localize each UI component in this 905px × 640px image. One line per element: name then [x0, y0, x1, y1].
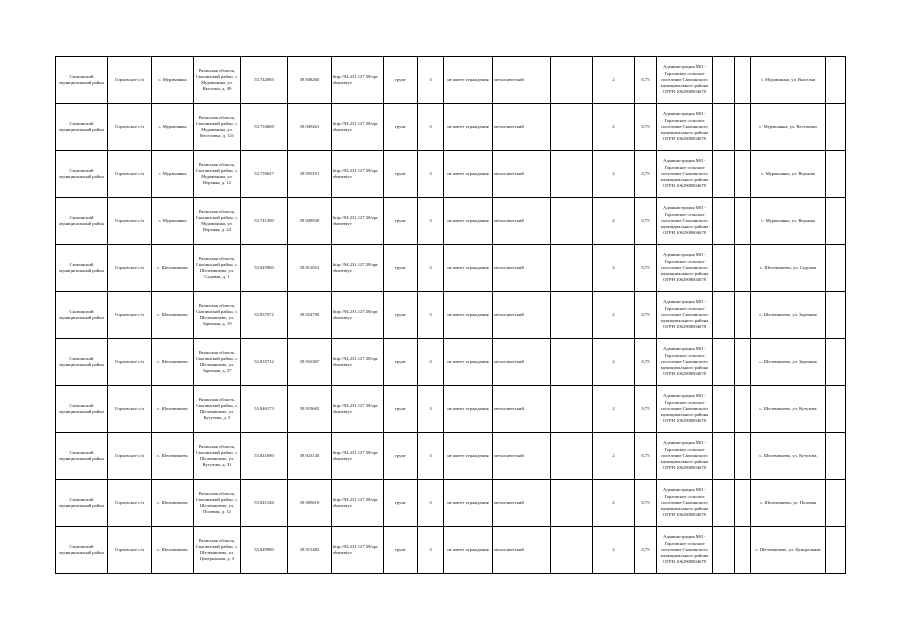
table-row	[56, 386, 846, 433]
cell-containers: 2	[593, 198, 635, 245]
cell-count: 3	[418, 198, 444, 245]
cell-count: 3	[418, 480, 444, 527]
cell-lon: 39.913482	[288, 527, 332, 574]
cell-cover: не имеет ограждения	[444, 245, 493, 292]
cell-sources: с. Шелемишево, ул. Полевая	[751, 480, 826, 527]
cell-surface: грунт	[384, 151, 418, 198]
registry-sheet	[55, 56, 846, 574]
cell-url: http://94.231.127.38/opr ebaneniye	[332, 527, 384, 574]
cell-cover: не имеет ограждения	[444, 104, 493, 151]
cell-settlement: Горловское с/п	[108, 292, 152, 339]
cell-address: Рязанская область, Скопинский район, с. Шелемишево, ул. Кутузова, д. 3	[194, 386, 241, 433]
cell-address: Рязанская область, Скопинский район, с. Шелемишево, ул. Заречная, д. 19	[194, 292, 241, 339]
cell-lat: 53.846173	[241, 386, 288, 433]
cell-address: Рязанская область, Скопинский район, с. Шелемишево, ул. Заречная, д. 37	[194, 339, 241, 386]
cell-sources: с. Муравлянка, ул. Верхняя	[751, 198, 826, 245]
cell-owner: Администрация МО - Горловское сельское поселение Скопинского муниципального района ОГРН 1062908004678	[657, 527, 713, 574]
cell-empty	[826, 198, 846, 245]
cell-sources: с. Муравлянка, ул. Верхняя	[751, 151, 826, 198]
cell-lon: 39.909610	[288, 480, 332, 527]
cell-volume: 0,75	[635, 245, 657, 292]
cell-sources: с. Шелемишево, ул. Центральная	[751, 527, 826, 574]
cell-surface: грунт	[384, 386, 418, 433]
cell-url: http://94.231.127.38/opr ebaneniye	[332, 433, 384, 480]
cell-district: Скопинский муниципальный район	[56, 198, 108, 245]
cell-type: металлический	[493, 292, 551, 339]
table-row	[56, 433, 846, 480]
cell-containers: 2	[593, 480, 635, 527]
cell-volume: 0,75	[635, 480, 657, 527]
cell-locality: с. Муравлянка	[152, 57, 194, 104]
cell-district: Скопинский муниципальный район	[56, 292, 108, 339]
cell-cover: не имеет ограждения	[444, 198, 493, 245]
cell-url: http://94.231.127.38/opr ebaneniye	[332, 104, 384, 151]
cell-cover: не имеет ограждения	[444, 292, 493, 339]
cell-lon: 39.948930	[288, 198, 332, 245]
cell-count: 3	[418, 527, 444, 574]
cell-empty	[551, 245, 593, 292]
cell-empty	[826, 480, 846, 527]
cell-district: Скопинский муниципальный район	[56, 104, 108, 151]
cell-empty	[826, 386, 846, 433]
cell-district: Скопинский муниципальный район	[56, 151, 108, 198]
cell-url: http://94.231.127.38/opr ebaneniye	[332, 57, 384, 104]
cell-empty	[713, 292, 735, 339]
cell-empty	[735, 480, 751, 527]
table-row	[56, 292, 846, 339]
cell-empty	[735, 245, 751, 292]
cell-volume: 0,75	[635, 151, 657, 198]
cell-empty	[713, 104, 735, 151]
cell-address: Рязанская область, Скопинский район, с. Шелемишево, ул. Садовая, д. 1	[194, 245, 241, 292]
cell-locality: с. Шелемишево	[152, 433, 194, 480]
cell-cover: не имеет ограждения	[444, 480, 493, 527]
cell-locality: с. Шелемишево	[152, 386, 194, 433]
cell-empty	[551, 104, 593, 151]
cell-count: 3	[418, 151, 444, 198]
cell-containers: 2	[593, 57, 635, 104]
cell-lon: 39.948260	[288, 57, 332, 104]
cell-district: Скопинский муниципальный район	[56, 527, 108, 574]
cell-address: Рязанская область, Скопинский район, с. Шелемишево, ул. Кутузова, д. 31	[194, 433, 241, 480]
cell-lat: 53.742083	[241, 57, 288, 104]
cell-volume: 0,75	[635, 339, 657, 386]
cell-settlement: Горловское с/п	[108, 433, 152, 480]
cell-empty	[713, 527, 735, 574]
cell-empty	[735, 339, 751, 386]
cell-url: http://94.231.127.38/opr ebaneniye	[332, 339, 384, 386]
table-row	[56, 104, 846, 151]
cell-type: металлический	[493, 104, 551, 151]
cell-settlement: Горловское с/п	[108, 527, 152, 574]
cell-volume: 0,75	[635, 527, 657, 574]
cell-empty	[735, 57, 751, 104]
table-row	[56, 480, 846, 527]
cell-containers: 2	[593, 527, 635, 574]
cell-empty	[551, 480, 593, 527]
cell-empty	[713, 339, 735, 386]
cell-owner: Администрация МО - Горловское сельское поселение Скопинского муниципального района ОГРН 1062908004678	[657, 339, 713, 386]
cell-lon: 39.949261	[288, 104, 332, 151]
cell-empty	[551, 386, 593, 433]
cell-surface: грунт	[384, 57, 418, 104]
cell-cover: не имеет ограждения	[444, 339, 493, 386]
cell-owner: Администрация МО - Горловское сельское поселение Скопинского муниципального района ОГРН 1062908004678	[657, 198, 713, 245]
cell-count: 3	[418, 104, 444, 151]
cell-address: Рязанская область, Скопинский район, с. Шелемишево, ул. Полевая, д. 12	[194, 480, 241, 527]
cell-url: http://94.231.127.38/opr ebaneniye	[332, 151, 384, 198]
table-row	[56, 339, 846, 386]
cell-empty	[826, 339, 846, 386]
cell-empty	[735, 151, 751, 198]
cell-containers: 2	[593, 292, 635, 339]
cell-district: Скопинский муниципальный район	[56, 386, 108, 433]
cell-type: металлический	[493, 151, 551, 198]
cell-empty	[551, 57, 593, 104]
cell-cover: не имеет ограждения	[444, 151, 493, 198]
cell-surface: грунт	[384, 480, 418, 527]
cell-empty	[551, 433, 593, 480]
cell-url: http://94.231.127.38/opr ebaneniye	[332, 198, 384, 245]
cell-lat: 53.841546	[241, 480, 288, 527]
cell-owner: Администрация МО - Горловское сельское поселение Скопинского муниципального района ОГРН 1062908004678	[657, 245, 713, 292]
cell-empty	[713, 57, 735, 104]
cell-locality: с. Шелемишево	[152, 339, 194, 386]
cell-sources: с. Муравлянка, ул. Веселовка	[751, 104, 826, 151]
cell-empty	[551, 339, 593, 386]
cell-volume: 0,75	[635, 386, 657, 433]
cell-owner: Администрация МО - Горловское сельское поселение Скопинского муниципального района ОГРН 1062908004678	[657, 433, 713, 480]
cell-volume: 0,75	[635, 292, 657, 339]
cell-empty	[826, 245, 846, 292]
cell-type: металлический	[493, 433, 551, 480]
cell-lat: 53.741300	[241, 198, 288, 245]
cell-lat: 53.835712	[241, 339, 288, 386]
cell-sources: с. Шелемишево, ул. Садовая	[751, 245, 826, 292]
cell-owner: Администрация МО - Горловское сельское поселение Скопинского муниципального района ОГРН 1062908004678	[657, 151, 713, 198]
table-row	[56, 245, 846, 292]
cell-volume: 0,75	[635, 433, 657, 480]
cell-volume: 0,75	[635, 57, 657, 104]
cell-count: 3	[418, 57, 444, 104]
cell-volume: 0,75	[635, 104, 657, 151]
cell-surface: грунт	[384, 527, 418, 574]
cell-type: металлический	[493, 386, 551, 433]
cell-settlement: Горловское с/п	[108, 151, 152, 198]
cell-containers: 2	[593, 386, 635, 433]
cell-cover: не имеет ограждения	[444, 527, 493, 574]
cell-owner: Администрация МО - Горловское сельское поселение Скопинского муниципального района ОГРН 1062908004678	[657, 292, 713, 339]
cell-empty	[551, 527, 593, 574]
cell-empty	[713, 433, 735, 480]
cell-type: металлический	[493, 527, 551, 574]
cell-sources: с. Муравлянка, ул. Выселки	[751, 57, 826, 104]
cell-count: 3	[418, 386, 444, 433]
cell-locality: с. Шелемишево	[152, 292, 194, 339]
cell-locality: с. Муравлянка	[152, 151, 194, 198]
cell-locality: с. Шелемишево	[152, 480, 194, 527]
cell-lat: 53.733669	[241, 104, 288, 151]
cell-empty	[713, 151, 735, 198]
cell-empty	[826, 104, 846, 151]
cell-type: металлический	[493, 480, 551, 527]
cell-settlement: Горловское с/п	[108, 339, 152, 386]
cell-containers: 2	[593, 339, 635, 386]
cell-cover: не имеет ограждения	[444, 57, 493, 104]
cell-count: 3	[418, 245, 444, 292]
cell-settlement: Горловское с/п	[108, 57, 152, 104]
cell-containers: 2	[593, 104, 635, 151]
cell-empty	[735, 292, 751, 339]
cell-url: http://94.231.127.38/opr ebaneniye	[332, 245, 384, 292]
cell-containers: 2	[593, 151, 635, 198]
table-row	[56, 198, 846, 245]
cell-surface: грунт	[384, 198, 418, 245]
cell-lat: 53.841680	[241, 433, 288, 480]
cell-owner: Администрация МО - Горловское сельское поселение Скопинского муниципального района ОГРН 1062908004678	[657, 480, 713, 527]
cell-empty	[826, 292, 846, 339]
cell-locality: с. Шелемишево	[152, 245, 194, 292]
table-row	[56, 57, 846, 104]
cell-containers: 2	[593, 433, 635, 480]
cell-sources: с. Шелемишево, ул. Кутузова	[751, 433, 826, 480]
cell-address: Рязанская область, Скопинский район, с. Шелемишево, ул. Центральная, д. 3	[194, 527, 241, 574]
cell-district: Скопинский муниципальный район	[56, 57, 108, 104]
cell-address: Рязанская область, Скопинский район, с. Муравлянка, ул. Веселовка, д. 121	[194, 104, 241, 151]
cell-lon: 39.924790	[288, 292, 332, 339]
cell-settlement: Горловское с/п	[108, 245, 152, 292]
cell-district: Скопинский муниципальный район	[56, 339, 108, 386]
cell-surface: грунт	[384, 433, 418, 480]
cell-lon: 39.916307	[288, 339, 332, 386]
cell-count: 3	[418, 433, 444, 480]
cell-locality: с. Муравлянка	[152, 104, 194, 151]
cell-surface: грунт	[384, 292, 418, 339]
cell-empty	[713, 386, 735, 433]
cell-lon: 39.923140	[288, 433, 332, 480]
cell-sources: с. Шелемишево, ул. Заречная	[751, 339, 826, 386]
cell-settlement: Горловское с/п	[108, 198, 152, 245]
cell-empty	[735, 527, 751, 574]
cell-owner: Администрация МО - Горловское сельское поселение Скопинского муниципального района ОГРН 1062908004678	[657, 386, 713, 433]
cell-count: 3	[418, 339, 444, 386]
cell-url: http://94.231.127.38/opr ebaneniye	[332, 292, 384, 339]
cell-empty	[713, 480, 735, 527]
cell-empty	[735, 433, 751, 480]
cell-url: http://94.231.127.38/opr ebaneniye	[332, 386, 384, 433]
cell-empty	[551, 292, 593, 339]
cell-sources: с. Шелемишево, ул. Кутузова	[751, 386, 826, 433]
cell-cover: не имеет ограждения	[444, 433, 493, 480]
cell-empty	[826, 433, 846, 480]
cell-settlement: Горловское с/п	[108, 480, 152, 527]
cell-cover: не имеет ограждения	[444, 386, 493, 433]
cell-empty	[551, 151, 593, 198]
cell-empty	[713, 245, 735, 292]
cell-owner: Администрация МО - Горловское сельское поселение Скопинского муниципального района ОГРН 1062908004678	[657, 104, 713, 151]
cell-empty	[551, 198, 593, 245]
table-row	[56, 527, 846, 574]
cell-empty	[826, 527, 846, 574]
cell-empty	[826, 57, 846, 104]
cell-locality: с. Шелемишево	[152, 527, 194, 574]
cell-lat: 53.849980	[241, 527, 288, 574]
cell-lon: 39.919665	[288, 386, 332, 433]
cell-address: Рязанская область, Скопинский район, с. Муравлянка, ул. Верхняя, д. 24	[194, 198, 241, 245]
cell-district: Скопинский муниципальный район	[56, 480, 108, 527]
cell-address: Рязанская область, Скопинский район, с. Муравлянка, ул. Верхняя, д. 12	[194, 151, 241, 198]
cell-type: металлический	[493, 57, 551, 104]
registry-table	[55, 56, 846, 574]
cell-type: металлический	[493, 198, 551, 245]
cell-sources: с. Шелемишево, ул. Заречная	[751, 292, 826, 339]
cell-empty	[735, 198, 751, 245]
cell-surface: грунт	[384, 245, 418, 292]
cell-type: металлический	[493, 339, 551, 386]
cell-type: металлический	[493, 245, 551, 292]
cell-volume: 0,75	[635, 198, 657, 245]
cell-lat: 53.845960	[241, 245, 288, 292]
cell-district: Скопинский муниципальный район	[56, 245, 108, 292]
cell-lat: 53.837072	[241, 292, 288, 339]
cell-district: Скопинский муниципальный район	[56, 433, 108, 480]
cell-empty	[713, 198, 735, 245]
cell-lon: 39.950191	[288, 151, 332, 198]
cell-empty	[735, 386, 751, 433]
cell-lat: 53.739647	[241, 151, 288, 198]
cell-containers: 2	[593, 245, 635, 292]
cell-surface: грунт	[384, 104, 418, 151]
cell-empty	[735, 104, 751, 151]
cell-settlement: Горловское с/п	[108, 104, 152, 151]
cell-locality: с. Муравлянка	[152, 198, 194, 245]
cell-owner: Администрация МО - Горловское сельское поселение Скопинского муниципального района ОГРН 1062908004678	[657, 57, 713, 104]
cell-settlement: Горловское с/п	[108, 386, 152, 433]
cell-count: 3	[418, 292, 444, 339]
cell-address: Рязанская область, Скопинский район, с. Муравлянка, ул. Выселки, д. 49	[194, 57, 241, 104]
table-row	[56, 151, 846, 198]
cell-lon: 39.912653	[288, 245, 332, 292]
cell-empty	[826, 151, 846, 198]
cell-url: http://94.231.127.38/opr ebaneniye	[332, 480, 384, 527]
cell-surface: грунт	[384, 339, 418, 386]
